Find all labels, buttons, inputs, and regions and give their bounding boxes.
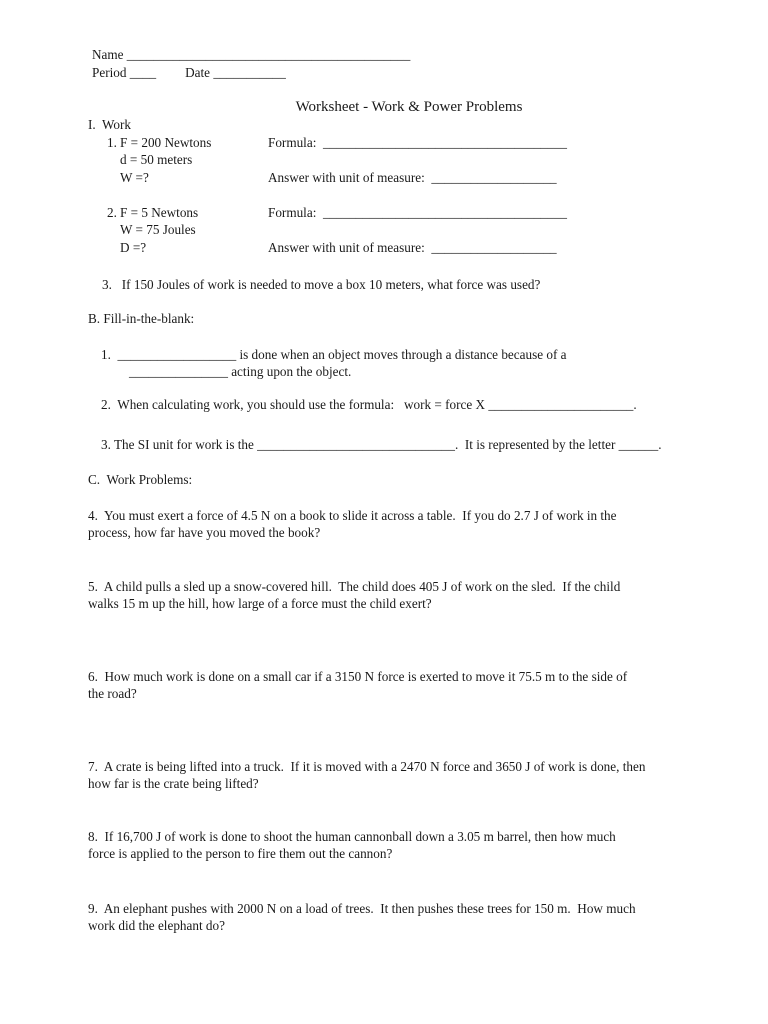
fill-blank-item-3: 3. The SI unit for work is the ______________________________. It is represented by the letter ______. [101, 436, 662, 452]
given-d: d = 50 meters [120, 152, 193, 167]
word-problem-6 [88, 668, 738, 703]
problem-line: 6. How much work is done on a small car if a 3150 N force is exerted to move it 75.5 m to the side of [88, 668, 628, 684]
section-work-heading: I. Work [88, 117, 132, 132]
problem-number: 1. [107, 134, 117, 150]
worksheet-title: Worksheet - Work & Power Problems [295, 98, 523, 115]
formula-blank: _____________________________________ [316, 134, 567, 150]
name-label: Name [92, 47, 124, 62]
date-label: Date [185, 64, 211, 80]
name-line [92, 46, 738, 64]
problem-line: 9. An elephant pushes with 2000 N on a load of trees. It then pushes these trees for 150 m. How much [88, 900, 636, 916]
section-fill-blank-heading: B. Fill-in-the-blank: [88, 310, 195, 326]
date-blank: ___________ [210, 64, 286, 80]
formula-blank: _____________________________________ [316, 204, 567, 220]
formula-label: Formula: [268, 134, 317, 150]
answer-line [268, 169, 567, 187]
word-problem-8 [88, 828, 738, 863]
date-part [185, 65, 286, 80]
problem-line: 7. A crate is being lifted into a truck. If it is moved with a 2470 N force and 3650 J of work is done, then [88, 758, 646, 774]
problem-line: walks 15 m up the hill, how large of a force must the child exert? [88, 596, 432, 611]
formula-line [268, 204, 567, 222]
period-date-line [92, 64, 738, 82]
work-problem-2 [107, 204, 738, 257]
answer-blank: ___________________ [424, 239, 557, 255]
name-blank: ___________________________________________ [123, 47, 411, 62]
word-problem-5 [88, 578, 738, 613]
problem-line: 4. You must exert a force of 4.5 N on a book to slide it across a table. If you do 2.7 J of work in the [88, 507, 617, 523]
period-blank: ____ [126, 64, 157, 80]
answer-line [268, 239, 567, 257]
work-problem-3: 3. If 150 Joules of work is needed to move a box 10 meters, what force was used? [102, 277, 541, 292]
given-line [107, 134, 268, 152]
period-label: Period [92, 64, 127, 80]
period-part [92, 65, 156, 80]
word-problem-9 [88, 900, 738, 935]
answer-label: Answer with unit of measure: [268, 239, 425, 255]
answer-blank: ___________________ [424, 169, 557, 185]
problem-line: process, how far have you moved the book? [88, 525, 321, 540]
problem-line: work did the elephant do? [88, 918, 225, 933]
problem-line: 8. If 16,700 J of work is done to shoot the human cannonball down a 3.05 m barrel, then how much [88, 828, 616, 844]
formula-label: Formula: [268, 204, 317, 220]
problem-line: 5. A child pulls a sled up a snow-covered hill. The child does 405 J of work on the sled. If the child [88, 578, 621, 594]
given-w: W =? [120, 169, 149, 185]
formula-line [268, 134, 567, 152]
problem-line: force is applied to the person to fire them out the cannon? [88, 846, 393, 861]
section-work-problems-heading: C. Work Problems: [88, 471, 193, 487]
given-f: F = 5 Newtons [120, 204, 199, 220]
work-problem-2-givens [107, 204, 268, 257]
given-d: D =? [120, 239, 147, 255]
problem-line: the road? [88, 686, 137, 701]
work-problem-2-answers [268, 204, 567, 257]
word-problem-7 [88, 758, 738, 793]
given-line [107, 204, 268, 222]
problem-line: how far is the crate being lifted? [88, 776, 259, 791]
problem-number: 2. [107, 204, 117, 220]
work-problem-1-answers [268, 134, 567, 187]
fill-blank-item-1 [101, 346, 738, 381]
fill-blank-item-1-line-2: _______________ acting upon the object. [129, 364, 352, 379]
work-problem-1-givens [107, 134, 268, 187]
fill-blank-item-1-line-1: 1. __________________ is done when an object moves through a distance because of a [101, 346, 567, 362]
fill-blank-item-2: 2. When calculating work, you should use the formula: work = force X ______________________. [101, 396, 637, 412]
given-f: F = 200 Newtons [120, 134, 212, 150]
given-w: W = 75 Joules [120, 222, 196, 237]
word-problem-4 [88, 507, 738, 542]
work-problem-1 [107, 134, 738, 187]
answer-label: Answer with unit of measure: [268, 169, 425, 185]
